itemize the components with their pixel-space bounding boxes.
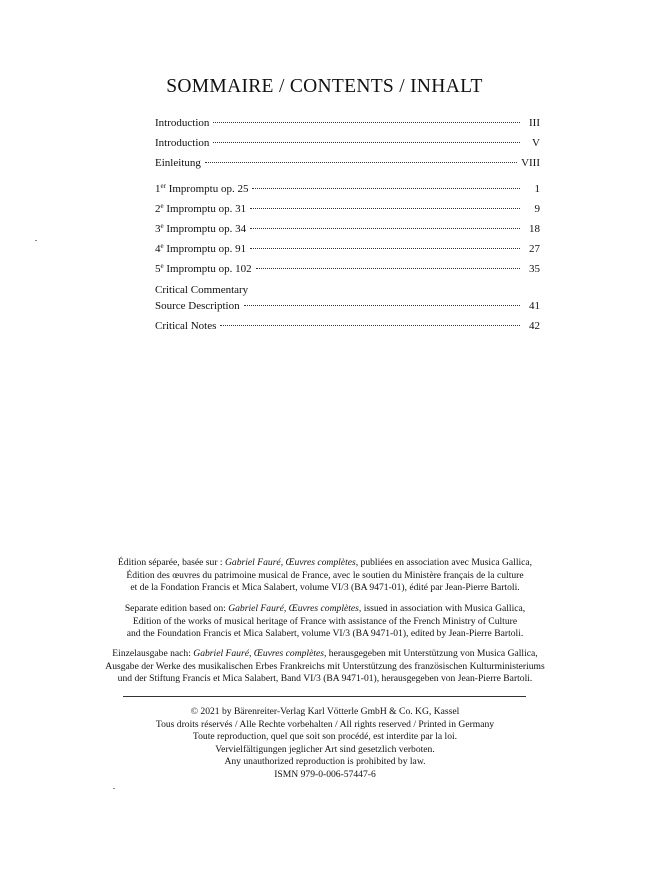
toc-entry-page: 18 <box>529 223 540 235</box>
work-title: Gabriel Fauré, Œuvres complètes, <box>228 603 362 614</box>
dot-leader <box>250 228 520 229</box>
toc-entry-label: Introduction <box>155 137 210 149</box>
toc-critical-commentary <box>155 280 540 340</box>
dot-leader <box>244 305 520 306</box>
toc-entry-impromptu-3[interactable] <box>155 223 540 243</box>
toc-introductions <box>155 117 540 177</box>
toc-entry-introduction-en[interactable] <box>155 137 540 157</box>
toc-entry-label: 3e Impromptu op. 34 <box>155 222 247 235</box>
toc-entry-page: 41 <box>529 300 540 312</box>
toc-entry-page: 35 <box>529 263 540 275</box>
toc-entry-page: V <box>532 137 540 149</box>
toc-entry-einleitung[interactable] <box>155 157 540 177</box>
scan-speck <box>113 788 115 789</box>
toc-entry-label: 2e Impromptu op. 31 <box>155 202 247 215</box>
toc-entry-label: 1er Impromptu op. 25 <box>155 182 249 195</box>
toc-entry-page: 1 <box>534 183 540 195</box>
dot-leader <box>256 268 520 269</box>
toc-section-heading: Critical Commentary <box>155 284 249 296</box>
toc-entry-label: 4e Impromptu op. 91 <box>155 242 247 255</box>
dot-leader <box>205 162 517 163</box>
edition-note-french: Édition séparée, basée sur : Gabriel Fauré, Œuvres complètes, publiées en association avec Musica Gallica, Édition des œuvres du patrimoine musical de France, avec le soutien du Ministère français de la culture et de la Fondation Francis et Mica Salabert, volume VI/3 (BA 9471-01), édité par Jean-Pierre Bartoli. <box>117 557 533 593</box>
toc-entry-page: 42 <box>529 320 540 332</box>
scan-speck <box>35 240 37 241</box>
dot-leader <box>213 122 520 123</box>
toc-entry-impromptu-2[interactable] <box>155 203 540 223</box>
toc-entry-page: 27 <box>529 243 540 255</box>
toc-entry-label: Einleitung <box>155 157 201 169</box>
divider <box>123 696 526 697</box>
dot-leader <box>220 325 520 326</box>
toc-entry-page: VIII <box>521 157 540 169</box>
copyright-block: © 2021 by Bärenreiter-Verlag Karl Vötterle GmbH & Co. KG, Kassel Tous droits réservés / Alle Rechte vorbehalten / All rights reserved / Printed in Germany Toute reproduction, quel que soit son procédé, est interdite par la loi. Vervielfältigungen jeglicher Art sind gesetzlich verboten. Any unauthorized reproduction is prohibited by law. ISMN 979-0-006-57447-6 <box>155 706 495 780</box>
toc-entry-label: Critical Notes <box>155 320 217 332</box>
toc-entry-page: 9 <box>534 203 540 215</box>
work-title: Gabriel Fauré, Œuvres complètes, <box>225 557 359 568</box>
dot-leader <box>250 208 520 209</box>
toc-entry-label: 5e Impromptu op. 102 <box>155 262 252 275</box>
work-title: Gabriel Fauré, Œuvres complètes, <box>193 648 327 659</box>
toc-entry-critical-notes[interactable] <box>155 320 540 340</box>
toc-entry-impromptu-4[interactable] <box>155 243 540 263</box>
toc-entry-label: Introduction <box>155 117 210 129</box>
dot-leader <box>252 188 520 189</box>
edition-note-german: Einzelausgabe nach: Gabriel Fauré, Œuvres complètes, herausgegeben mit Unterstützung von Musica Gallica, Ausgabe der Werke des musikalischen Erbes Frankreichs mit Unterstützung des französischen Kulturministeriums und der Stiftung Francis et Mica Salabert, Band VI/3 (BA 9471-01), herausgegeben von Jean-Pierre Bartoli. <box>105 648 545 684</box>
toc-entry-introduction-fr[interactable] <box>155 117 540 137</box>
edition-note-english: Separate edition based on: Gabriel Fauré, Œuvres complètes, issued in association with Musica Gallica, Edition of the works of musical heritage of France with assistance of the French Ministry of Culture and the Foundation Francis et Mica Salabert, volume VI/3 (BA 9471-01), edited by Jean-Pierre Bartoli. <box>124 603 526 639</box>
toc-entry-source-description[interactable] <box>155 300 540 320</box>
dot-leader <box>213 142 520 143</box>
toc-entry-page: III <box>529 117 540 129</box>
toc-entry-impromptu-1[interactable] <box>155 183 540 203</box>
toc-entry-label: Source Description <box>155 300 240 312</box>
dot-leader <box>250 248 520 249</box>
toc-impromptus <box>155 183 540 283</box>
page-title: SOMMAIRE / CONTENTS / INHALT <box>166 76 483 97</box>
